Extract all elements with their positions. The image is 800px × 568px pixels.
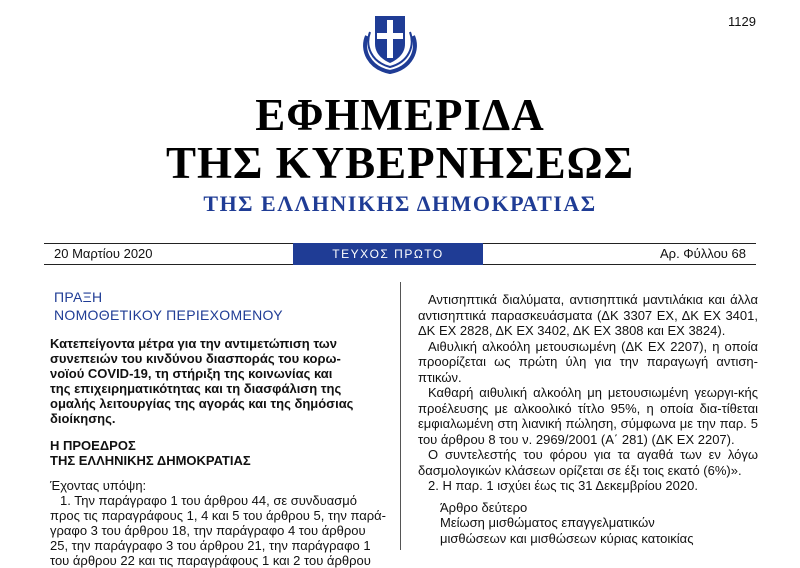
issue-meta-bar — [44, 243, 756, 265]
act-heading-line1: ΠΡΑΞΗ — [54, 289, 103, 305]
body-line: προς τις παραγράφους 1, 4 και 5 του άρθρου 5, την παρά- — [50, 508, 386, 523]
issue-type-badge: ΤΕΥΧΟΣ ΠΡΩΤΟ — [293, 243, 483, 265]
summary-line: διοίκησης. — [50, 411, 116, 426]
president-heading — [50, 438, 386, 468]
right-column — [418, 292, 758, 546]
body-line: γραφο 3 του άρθρου 18, την παράγραφο 4 του άρθρου — [50, 523, 366, 538]
paragraph-denatured-alcohol: Αιθυλική αλκοόλη μετουσιωμένη (ΔΚ ΕΧ 2207), η οποία προορίζεται ως πρώτη ύλη για την παραγωγή αντιση-πτικών. — [418, 338, 758, 385]
having-regard-label: Έχοντας υπόψη: — [50, 478, 147, 493]
act-summary — [50, 336, 386, 426]
article-subject-line2: μισθώσεων και μισθώσεων κύριας κατοικίας — [440, 530, 694, 546]
left-column — [50, 288, 386, 568]
body-line: 1. Την παράγραφο 1 του άρθρου 44, σε συνδυασμό — [60, 493, 358, 508]
article-heading — [440, 500, 758, 547]
gazette-title-line1: ΕΦΗΜΕΡΙΔΑ — [255, 90, 545, 140]
paragraph-validity: 2. Η παρ. 1 ισχύει έως τις 31 Δεκεμβρίου 2020. — [428, 478, 698, 493]
issue-date: 20 Μαρτίου 2020 — [54, 246, 153, 261]
summary-line: ομαλής λειτουργίας της αγοράς και της δημόσιας — [50, 396, 354, 411]
summary-line: συνεπειών του κινδύνου διασποράς του κορω- — [50, 351, 341, 366]
greek-coat-of-arms-icon — [355, 6, 425, 76]
paragraph-antiseptics: Αντισηπτικά διαλύματα, αντισηπτικά μαντιλάκια και άλλα αντισηπτικά παρασκευάσματα (ΔΚ 3307 ΕΧ, ΔΚ ΕΧ 3401, ΔΚ ΕΧ 2828, ΔΚ ΕΧ 3402, ΔΚ ΕΧ 3808 και ΕΧ 3824). — [418, 292, 758, 338]
act-heading-line2: ΝΟΜΟΘΕΤΙΚΟΥ ΠΕΡΙΕΧΟΜΕΝΟΥ — [54, 307, 283, 323]
body-line: 25, την παράγραφο 3 του άρθρου 21, την παράγραφο 1 — [50, 538, 371, 553]
article-subject-line1: Μείωση μισθώματος επαγγελματικών — [440, 515, 655, 530]
column-divider — [400, 282, 401, 550]
article-title: Άρθρο δεύτερο — [440, 499, 528, 515]
paragraph-pure-alcohol: Καθαρή αιθυλική αλκοόλη μη μετουσιωμένη γεωργι-κής προέλευσης με αλκοολικό τίτλο 95%, η οποία δια-τίθεται εμφιαλωμένη στη λιανική πώληση, σύμφωνα με την παρ. 5 του άρθρου 8 του ν. 2969/2001 (Α΄ 281) (ΔΚ ΕΧ 2207). — [418, 385, 758, 447]
paragraph-tax-rate: Ο συντελεστής του φόρου για τα αγαθά των εν λόγω δασμολογικών κλάσεων ορίζεται σε έξι τοις εκατό (6%)». — [418, 447, 758, 478]
body-line: του άρθρου 22 και τις παραγράφους 1 και 2 του άρθρου — [50, 553, 371, 568]
body-text — [50, 493, 386, 568]
summary-line: της επιχειρηματικότητας και τη διασφάλιση της — [50, 381, 342, 396]
gazette-subtitle: ΤΗΣ ΕΛΛΗΝΙΚΗΣ ΔΗΜΟΚΡΑΤΙΑΣ — [203, 191, 597, 216]
sheet-number: Αρ. Φύλλου 68 — [660, 246, 746, 261]
summary-line: νοϊού COVID-19, τη στήριξη της κοινωνίας και — [50, 366, 333, 381]
page-number: 1129 — [728, 14, 756, 29]
president-line2: ΤΗΣ ΕΛΛΗΝΙΚΗΣ ΔΗΜΟΚΡΑΤΙΑΣ — [50, 453, 251, 468]
summary-line: Κατεπείγοντα μέτρα για την αντιμετώπιση των — [50, 336, 338, 351]
president-line1: Η ΠΡΟΕΔΡΟΣ — [50, 438, 136, 453]
gazette-title-line2: ΤΗΣ ΚΥΒΕΡΝΗΣΕΩΣ — [165, 138, 635, 188]
